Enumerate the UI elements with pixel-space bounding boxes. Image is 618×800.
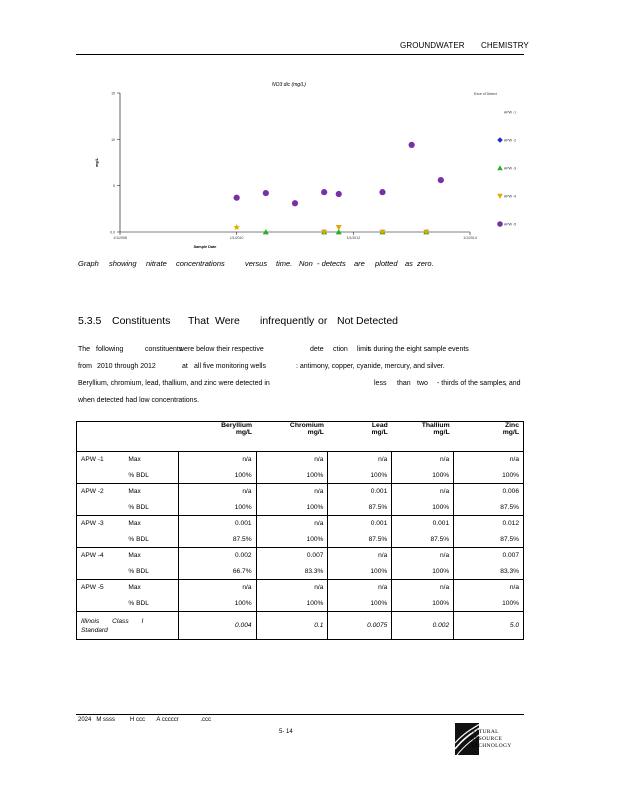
value-cell: n/a bbox=[392, 548, 454, 564]
nitrate-chart bbox=[76, 76, 546, 256]
para1-word: s during the eight sample events bbox=[368, 346, 469, 353]
value-cell: 0.007 bbox=[256, 548, 328, 564]
chart-title: NO3 dic (mg/L) bbox=[272, 82, 306, 88]
data-point-extra bbox=[233, 224, 239, 230]
value-cell: 0.001 bbox=[328, 484, 392, 500]
caption-word: Non bbox=[299, 259, 313, 268]
x-tick-label: 1/1/2008 bbox=[113, 236, 127, 240]
para2-word: 2010 through 2012 bbox=[97, 363, 156, 370]
well-cell bbox=[77, 564, 129, 580]
value-cell: 0.001 bbox=[178, 516, 256, 532]
well-cell: APW -4 bbox=[77, 548, 129, 564]
para1-word: following bbox=[96, 346, 124, 353]
value-cell: n/a bbox=[328, 452, 392, 468]
y-axis-label: mg/L bbox=[95, 157, 99, 168]
caption-word: are bbox=[354, 259, 365, 268]
legend-marker bbox=[497, 194, 503, 199]
caption-word: versus bbox=[245, 259, 268, 268]
table-corner-cell bbox=[77, 422, 179, 452]
value-cell: n/a bbox=[392, 452, 454, 468]
nrt-logo bbox=[455, 719, 529, 759]
standard-value-cell: 0.002 bbox=[392, 612, 454, 640]
section-title-word: That bbox=[188, 315, 210, 327]
para3-word: Beryllium, chromium, lead, thallium, and zinc were detected in bbox=[78, 380, 270, 387]
value-cell: n/a bbox=[392, 484, 454, 500]
footer-left-text: 2024 M ssss H ccc A cccccr .ccc bbox=[78, 717, 212, 723]
value-cell: 100% bbox=[454, 596, 524, 612]
standard-value-cell: 5.0 bbox=[454, 612, 524, 640]
value-cell: 100% bbox=[256, 532, 328, 548]
col-header-zinc: Zinc mg/L bbox=[454, 422, 524, 452]
value-cell: n/a bbox=[178, 580, 256, 596]
value-cell: 0.002 bbox=[178, 548, 256, 564]
x-tick-label: 1/1/2010 bbox=[229, 236, 244, 240]
data-point-apw-5 bbox=[292, 200, 298, 206]
section-title-word: or bbox=[318, 315, 328, 327]
section-number: 5.3.5 bbox=[78, 315, 102, 327]
para3-word: - thirds of the samples bbox=[437, 380, 506, 387]
y-tick-label: 10 bbox=[111, 137, 115, 142]
table-header-row bbox=[77, 422, 524, 452]
value-cell: n/a bbox=[256, 580, 328, 596]
value-cell: 0.007 bbox=[454, 548, 524, 564]
data-point-apw-5 bbox=[379, 189, 385, 195]
value-cell: 100% bbox=[328, 468, 392, 484]
value-cell: n/a bbox=[178, 484, 256, 500]
header-section: GROUNDWATER bbox=[400, 41, 465, 50]
paragraph-line-3 bbox=[78, 380, 521, 390]
data-point-apw-5 bbox=[438, 177, 444, 183]
col-header-lead: Lead mg/L bbox=[328, 422, 392, 452]
x-tick-label: 1/1/2012 bbox=[346, 236, 361, 240]
value-cell: n/a bbox=[392, 580, 454, 596]
legend-marker bbox=[497, 221, 503, 227]
stat-cell: Max bbox=[128, 484, 178, 500]
section-title-word: Detected bbox=[356, 315, 399, 327]
legend-label: APW -4 bbox=[504, 194, 517, 199]
well-cell bbox=[77, 596, 129, 612]
data-point-apw-5 bbox=[321, 189, 327, 195]
value-cell: 0.001 bbox=[392, 516, 454, 532]
legend-label: APW -5 bbox=[504, 222, 517, 227]
y-tick-label: 0.0 bbox=[110, 230, 115, 235]
standard-row bbox=[77, 612, 524, 640]
value-cell: 87.5% bbox=[454, 532, 524, 548]
standard-value-cell: 0.1 bbox=[256, 612, 328, 640]
legend-label: APW -1 bbox=[504, 110, 517, 115]
para1-word: limit bbox=[357, 346, 370, 353]
header-rule bbox=[76, 54, 524, 55]
value-cell: n/a bbox=[328, 580, 392, 596]
value-cell: 100% bbox=[256, 596, 328, 612]
value-cell: 87.5% bbox=[454, 500, 524, 516]
value-cell: 100% bbox=[178, 500, 256, 516]
value-cell: 0.012 bbox=[454, 516, 524, 532]
standard-value-cell: 0.004 bbox=[178, 612, 256, 640]
well-cell bbox=[77, 500, 129, 516]
para2-word: at bbox=[182, 363, 188, 370]
section-title-word: Constituents bbox=[112, 315, 171, 327]
caption-word: concentrations bbox=[176, 259, 225, 268]
caption-word: zero. bbox=[417, 259, 434, 268]
para2-word: from bbox=[78, 363, 92, 370]
value-cell: n/a bbox=[328, 548, 392, 564]
table-row bbox=[77, 532, 524, 548]
table-row bbox=[77, 484, 524, 500]
value-cell: 100% bbox=[178, 468, 256, 484]
caption-word: nitrate bbox=[146, 259, 167, 268]
well-cell: APW -5 bbox=[77, 580, 129, 596]
value-cell: 100% bbox=[256, 468, 328, 484]
para1-word: were below their respective bbox=[179, 346, 264, 353]
header-title: CHEMISTRY bbox=[481, 41, 529, 50]
para3-word: than bbox=[397, 380, 411, 387]
section-title-word: infrequently bbox=[260, 315, 315, 327]
page-number: 5- 14 bbox=[279, 729, 293, 735]
col-header-chromium: Chromium mg/L bbox=[256, 422, 328, 452]
legend-marker bbox=[497, 165, 503, 170]
x-tick-label: 1/1/2014 bbox=[463, 236, 477, 240]
caption-word: plotted bbox=[375, 259, 398, 268]
well-cell bbox=[77, 532, 129, 548]
stat-cell: Max bbox=[128, 580, 178, 596]
data-point-apw-5 bbox=[234, 195, 240, 201]
table-row bbox=[77, 580, 524, 596]
stat-cell: % BDL bbox=[128, 468, 178, 484]
value-cell: 83.3% bbox=[256, 564, 328, 580]
caption-word: as bbox=[405, 259, 413, 268]
value-cell: 100% bbox=[256, 500, 328, 516]
value-cell: 0.001 bbox=[328, 516, 392, 532]
value-cell: 100% bbox=[178, 596, 256, 612]
well-cell: APW -1 bbox=[77, 452, 129, 468]
value-cell: 100% bbox=[392, 564, 454, 580]
value-cell: n/a bbox=[256, 452, 328, 468]
value-cell: n/a bbox=[178, 452, 256, 468]
paragraph-line-4: when detected had low concentrations. bbox=[78, 397, 200, 404]
caption-word: showing bbox=[109, 259, 137, 268]
caption-word: Graph bbox=[78, 259, 99, 268]
para1-word: constituents bbox=[145, 346, 183, 353]
table-row bbox=[77, 452, 524, 468]
value-cell: 100% bbox=[454, 468, 524, 484]
value-cell: 100% bbox=[328, 564, 392, 580]
value-cell: n/a bbox=[256, 484, 328, 500]
well-cell: APW -3 bbox=[77, 516, 129, 532]
value-cell: 87.5% bbox=[328, 500, 392, 516]
legend-title: Exce of Detect bbox=[474, 92, 497, 96]
value-cell: 100% bbox=[328, 596, 392, 612]
para1-word: ction bbox=[333, 346, 348, 353]
value-cell: 66.7% bbox=[178, 564, 256, 580]
paragraph-line-2 bbox=[78, 363, 518, 373]
stat-cell: Max bbox=[128, 452, 178, 468]
y-tick-label: 5 bbox=[113, 184, 115, 189]
para3-word: less bbox=[374, 380, 387, 387]
stat-cell: % BDL bbox=[128, 596, 178, 612]
section-title-word: Not bbox=[337, 315, 354, 327]
value-cell: n/a bbox=[256, 516, 328, 532]
data-point-apw-4 bbox=[336, 225, 342, 230]
stat-cell: % BDL bbox=[128, 532, 178, 548]
legend-label: APW -2 bbox=[504, 138, 517, 143]
stat-cell: % BDL bbox=[128, 564, 178, 580]
legend-marker bbox=[497, 137, 503, 143]
stat-cell: Max bbox=[128, 516, 178, 532]
table-row bbox=[77, 468, 524, 484]
paragraph-line-1 bbox=[78, 346, 518, 356]
caption-word: - detects bbox=[317, 259, 346, 268]
section-title bbox=[112, 315, 412, 329]
table-row bbox=[77, 516, 524, 532]
logo-line-1: NATURAL bbox=[471, 729, 499, 735]
caption-word: time. bbox=[276, 259, 293, 268]
data-point-apw-5 bbox=[263, 190, 269, 196]
stat-cell: % BDL bbox=[128, 500, 178, 516]
value-cell: 100% bbox=[392, 596, 454, 612]
data-point-apw-5 bbox=[336, 191, 342, 197]
col-header-thallium: Thallium mg/L bbox=[392, 422, 454, 452]
value-cell: n/a bbox=[454, 452, 524, 468]
detections-table bbox=[76, 421, 524, 640]
y-tick-label: 15 bbox=[111, 91, 115, 96]
x-axis-label: Sample Date bbox=[193, 245, 217, 249]
stat-cell: Max bbox=[128, 548, 178, 564]
para2-word: all five monitoring wells bbox=[194, 363, 266, 370]
well-cell bbox=[77, 468, 129, 484]
legend-label: APW -3 bbox=[504, 166, 517, 171]
para1-word: dete bbox=[310, 346, 324, 353]
value-cell: 100% bbox=[392, 500, 454, 516]
value-cell: 87.5% bbox=[178, 532, 256, 548]
standard-label: Illinois Class I Standard bbox=[77, 612, 179, 640]
value-cell: n/a bbox=[454, 580, 524, 596]
value-cell: 100% bbox=[392, 468, 454, 484]
para2-word: : antimony, copper, cyanide, mercury, and silver. bbox=[296, 363, 445, 370]
table-row bbox=[77, 548, 524, 564]
table-row bbox=[77, 596, 524, 612]
section-title-word: Were bbox=[215, 315, 240, 327]
para3-word: two bbox=[417, 380, 428, 387]
data-point-apw-5 bbox=[409, 142, 415, 148]
chart-caption bbox=[78, 259, 518, 269]
well-cell: APW -2 bbox=[77, 484, 129, 500]
value-cell: 0.006 bbox=[454, 484, 524, 500]
para3-word: , and bbox=[505, 380, 521, 387]
value-cell: 83.3% bbox=[454, 564, 524, 580]
logo-line-3: TECHNOLOGY bbox=[471, 743, 512, 749]
col-header-beryllium: Beryllium mg/L bbox=[178, 422, 256, 452]
table-row bbox=[77, 564, 524, 580]
value-cell: 87.5% bbox=[328, 532, 392, 548]
standard-value-cell: 0.0075 bbox=[328, 612, 392, 640]
para1-word: The bbox=[78, 346, 91, 353]
logo-line-2: RESOURCE bbox=[471, 736, 503, 742]
value-cell: 87.5% bbox=[392, 532, 454, 548]
table-row bbox=[77, 500, 524, 516]
footer-rule bbox=[76, 714, 524, 715]
